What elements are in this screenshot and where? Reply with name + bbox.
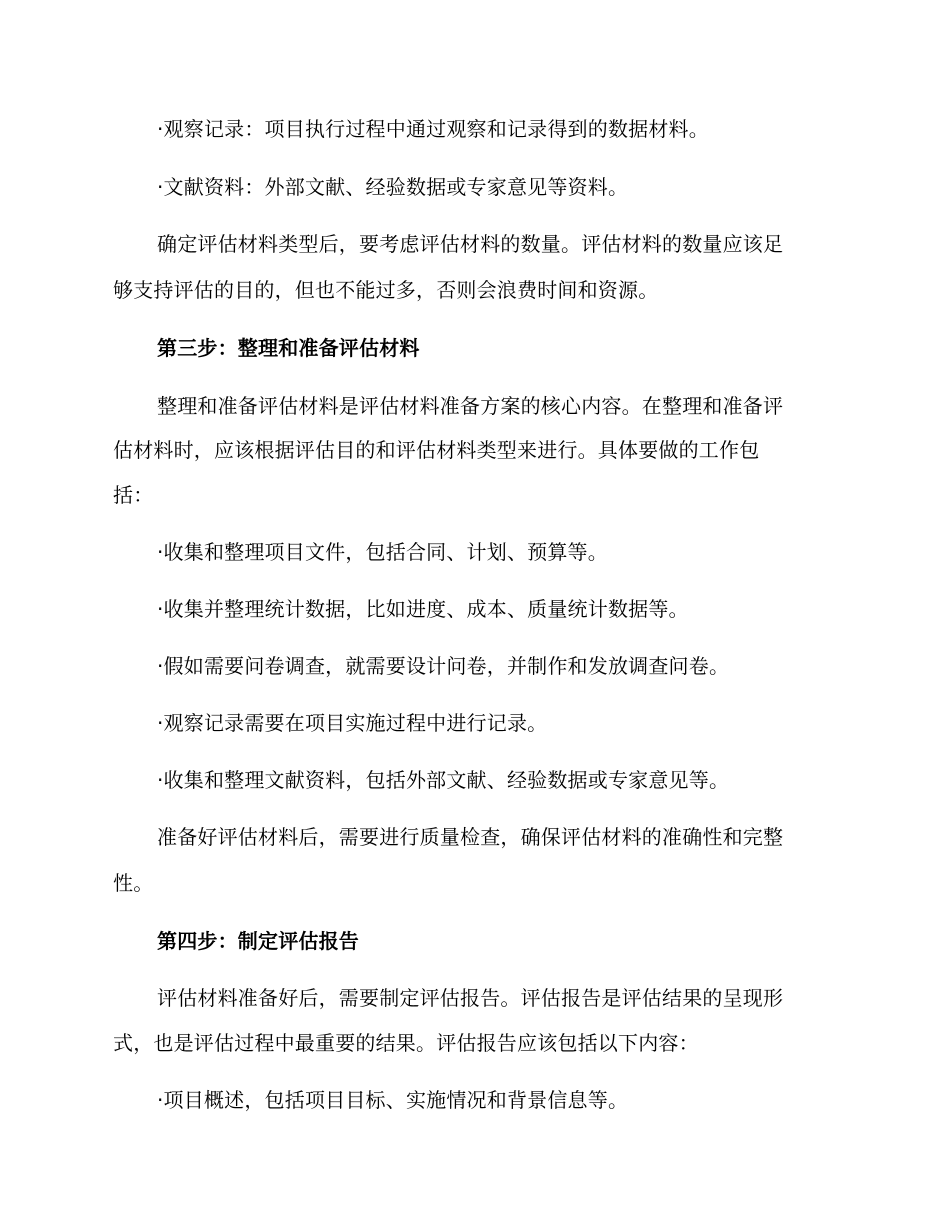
paragraph-report-line-2: 式，也是评估过程中最重要的结果。评估报告应该包括以下内容：: [113, 1031, 699, 1055]
paragraph-quality-line-1: 准备好评估材料后，需要进行质量检查，确保评估材料的准确性和完整: [157, 825, 784, 849]
bullet-collect-files: ·收集和整理项目文件，包括合同、计划、预算等。: [157, 540, 608, 564]
paragraph-prepare-line-3: 括：: [113, 483, 154, 507]
bullet-collect-stats: ·收集并整理统计数据，比如进度、成本、质量统计数据等。: [157, 597, 689, 621]
bullet-observation-record: ·观察记录：项目执行过程中通过观察和记录得到的数据材料。: [157, 117, 709, 141]
paragraph-prepare-line-2: 估材料时，应该根据评估目的和评估材料类型来进行。具体要做的工作包: [113, 438, 760, 462]
bullet-literature: ·文献资料：外部文献、经验数据或专家意见等资料。: [157, 175, 629, 199]
bullet-observe-record: ·观察记录需要在项目实施过程中进行记录。: [157, 711, 548, 735]
paragraph-quantity-line-2: 够支持评估的目的，但也不能过多，否则会浪费时间和资源。: [113, 278, 659, 302]
bullet-project-overview: ·项目概述，包括项目目标、实施情况和背景信息等。: [157, 1088, 629, 1112]
bullet-survey: ·假如需要问卷调查，就需要设计问卷，并制作和发放调查问卷。: [157, 654, 730, 678]
paragraph-report-line-1: 评估材料准备好后，需要制定评估报告。评估报告是评估结果的呈现形: [157, 986, 784, 1010]
heading-step-four: 第四步：制定评估报告: [157, 929, 359, 953]
paragraph-quality-line-2: 性。: [113, 871, 154, 895]
heading-step-three: 第三步：整理和准备评估材料: [157, 336, 420, 360]
paragraph-quantity-line-1: 确定评估材料类型后，要考虑评估材料的数量。评估材料的数量应该足: [157, 232, 784, 256]
bullet-collect-literature: ·收集和整理文献资料，包括外部文献、经验数据或专家意见等。: [157, 768, 730, 792]
paragraph-prepare-line-1: 整理和准备评估材料是评估材料准备方案的核心内容。在整理和准备评: [157, 394, 784, 418]
